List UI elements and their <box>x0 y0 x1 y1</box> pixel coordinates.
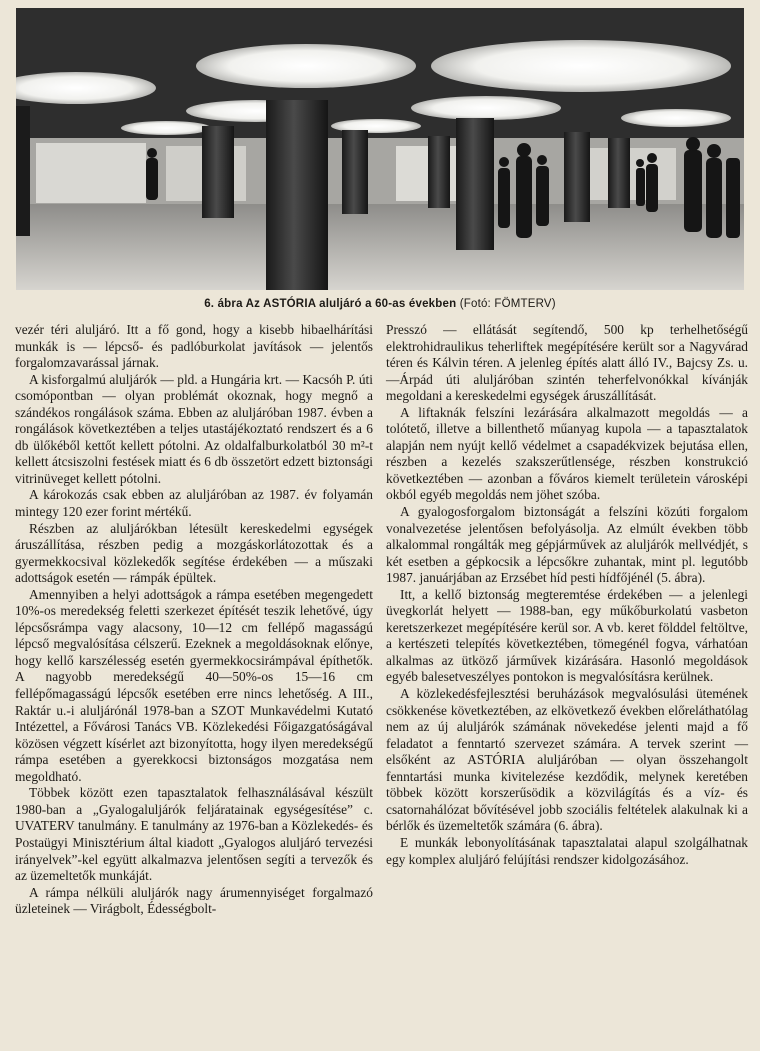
paragraph: A gyalogosforgalom biztonságát a felszíni közúti forgalom vonalvezetése jelentősen befolyásolja. Az elmúlt években több alkalommal rongálták meg gépjárművek az aluljárók mellvédjét, s két esetben a gépkocsik a lépcsőkre zuhantak, mint pl. legutóbb 1987. januárjában az Erzsébet híd pesti hídfőjénél (5. ábra). <box>386 504 748 586</box>
paragraph: A károkozás csak ebben az aluljáróban az 1987. év folyamán mintegy 120 ezer forint mértékű. <box>15 487 373 520</box>
paragraph: Többek között ezen tapasztalatok felhasználásával készült 1980-ban a „Gyalogaluljárók feljáratainak egységesítése” c. UVATERV tanulmány. E tanulmány az 1976-ban a Közlekedés- és Postaügyi Minisztérium által kiadott „Gyalogos aluljáró tervezési irányelvek”-kel együtt alkalmazva jelentősen segíti a tervezők és az üzemeltetők munkáját. <box>15 785 373 884</box>
figure-caption-text: Az ASTÓRIA aluljáró a 60-as években <box>245 298 457 310</box>
figure-source: (Fotó: FÖMTERV) <box>459 298 556 310</box>
paragraph: Amennyiben a helyi adottságok a rámpa esetében megengedett 10%-os meredekség feletti szerkezet építését teszik lehetővé, úgy lépcsősrámpa vagy alacsony, 10—12 cm fellépő magasságú lépcső megvalósítása célszerű. Ezeknek a megoldásoknak előnye, hogy kellő karszélesség esetén gyermekkocsirámpával építhetők. A nagyobb meredekségű 40—50%-os 15—16 cm fellépőmagasságú lépcsők esetében erre nincs lehetőség. A III., Raktár u.-i aluljárónál 1978-ban a SZOT Munkavédelmi Kutató Intézettel, a Fővárosi Tanács VB. Közlekedési Főigazgatóságával közösen végzett kísérlet azt bizonyította, hogy ilyen meredekségű rámpa esetében a gyerekkocsi biztonságos mozgatása nem megoldható. <box>15 586 373 784</box>
figure-caption <box>0 298 760 310</box>
paragraph: Részben az aluljárókban létesült kereskedelmi egységek áruszállítása, részben pedig a mozgáskorlátozottak és a gyermekkocsival közlekedők segítése érdekében — a műszaki adottságok esetén — rámpák épültek. <box>15 520 373 586</box>
paragraph: A rámpa nélküli aluljárók nagy árumennyiséget forgalmazó üzleteinek — Virágbolt, Édességbolt- <box>15 884 373 917</box>
left-column <box>15 322 373 918</box>
figure-number: 6. ábra <box>204 298 243 310</box>
paragraph: A közlekedésfejlesztési beruházások megvalósulási ütemének csökkenése következtében, az elkövetkező években előreláthatólag nem az új aluljárók számának növekedése jelenti majd a fő feladatot a fenntartó szervezet számára. A tervek szerint — elsőként az ASTÓRIA aluljáróban — olyan összehangolt fenntartási munka kivitelezése kezdődik, melynek keretében többek között korszerűsödik a közvilágítás és a víz- és csatornahálózat bővítésével jobb szociális feltételek alakulnak ki a bérlők és üzemeltetők számára (6. ábra). <box>386 686 748 834</box>
paragraph: Presszó — ellátását segítendő, 500 kp terhelhetőségű elektrohidraulikus teherliftek megépítésére került sor a Nagyvárad téren és Kálvin téren. A jelenleg építés alatt álló IV., Bajcsy Zs. u.—Árpád úti aluljáróban szintén teherfelvonókkal kívánják megoldani a kereskedelmi egységek áruszállítását. <box>386 322 748 404</box>
paragraph: Itt, a kellő biztonság megteremtése érdekében — a jelenlegi üvegkorlát helyett — 1988-ban, egy műkőburkolatú vasbeton keretszerkezet megépítésére kerül sor. A vb. keret földdel feltöltve, a kertészeti telepítés következtében, tömegénél fogva, várhatóan alkalmas az ütköző járművek kizárására. Hasonló megoldások egyéb balesetveszélyes pontokon is megvalósításra kerülnek. <box>386 586 748 685</box>
paragraph: A liftaknák felszíni lezárására alkalmazott megoldás — a tolótető, illetve a billenthető műanyag kupola — a tapasztalatok alapján nem nyújt kellő védelmet a csapadékvizek bejutása ellen, részben a kezelés szakszerűtlensége, részben konstrukció következtében — azonban a főváros kiemelt területein városképi okból egyéb megoldás nem jöhet szóba. <box>386 404 748 503</box>
paragraph: A kisforgalmú aluljárók — pld. a Hungária krt. — Kacsóh P. úti csomópontban — olyan problémát okoznak, hogy megnő a szándékos rongálások száma. Ebben az aluljáróban 1987. évben a rongálások következtében a teljes utastájékoztató rendszert és a 6 db ülőkéből kettőt kellett pótolni. Az oldalfalburkolatból 30 m²-t kellett átcsiszolni festések miatt és 6 db összetört edzett biztonsági vitrinüveget kellett pótolni. <box>15 371 373 486</box>
right-column <box>386 322 748 868</box>
figure-photo <box>16 8 744 290</box>
paragraph: vezér téri aluljáró. Itt a fő gond, hogy a kisebb hibaelhárítási munkák is — lépcső- és padlóburkolat javítások — jelentős forgalomzavarással járnak. <box>15 322 373 371</box>
paragraph: E munkák lebonyolításának tapasztalatai alapul szolgálhatnak egy komplex aluljáró felújítási rendszer kidolgozásához. <box>386 834 748 867</box>
